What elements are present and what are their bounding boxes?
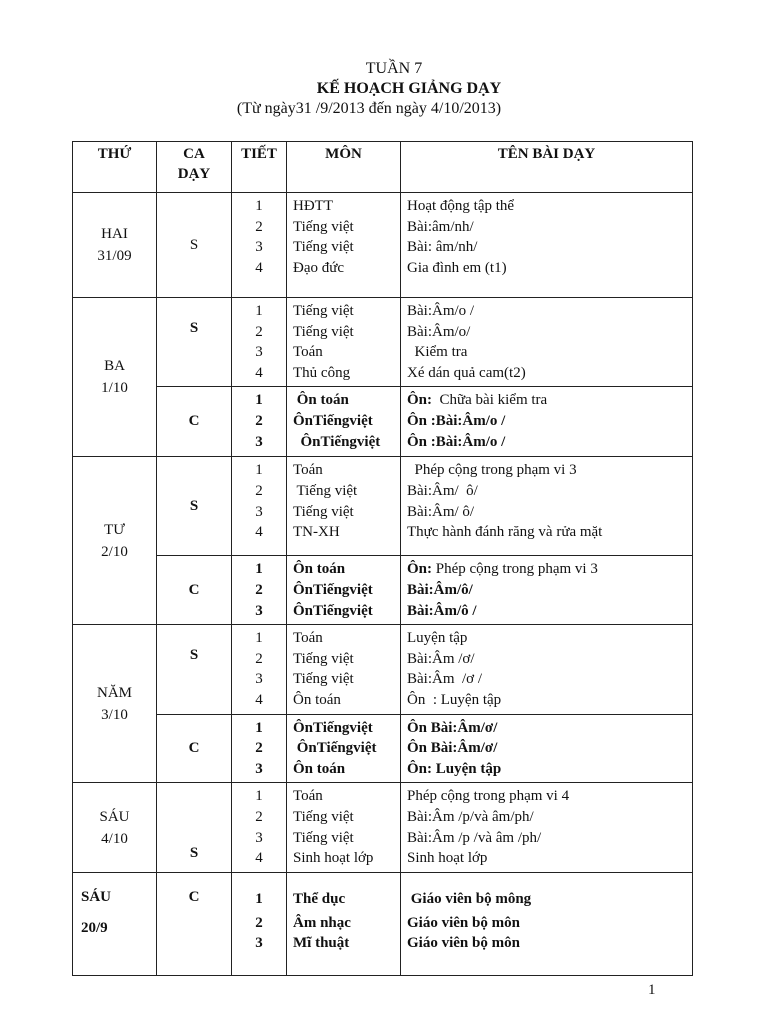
day-date: 4/10	[101, 830, 128, 847]
lesson: Bài:Âm/ ô/	[407, 503, 475, 520]
mon-cell	[287, 387, 401, 457]
day-date: 2/10	[101, 543, 128, 560]
day-name: SÁU	[99, 808, 130, 825]
lesson: Ôn :Bài:Âm/o /	[407, 433, 506, 450]
mon-cell	[287, 457, 401, 556]
table-row	[73, 625, 693, 714]
tiet: 1	[255, 561, 263, 578]
day-date: 31/09	[97, 248, 132, 264]
lesson: Bài:Âm/o /	[407, 303, 475, 319]
table-row	[73, 298, 693, 387]
subject: Âm nhạc	[293, 914, 351, 931]
tiet: 2	[255, 808, 263, 825]
lesson: Bài:Âm /ơ /	[407, 671, 483, 688]
lesson: Bài:Âm/ô/	[407, 581, 473, 598]
tiet: 1	[255, 630, 263, 647]
table-row	[73, 714, 693, 783]
subject: Tiếng việt	[293, 650, 354, 667]
week-title: TUẦN 7	[365, 60, 423, 77]
tiet-cell	[232, 714, 287, 783]
bai-cell	[401, 783, 693, 872]
bai-cell	[401, 872, 693, 975]
tiet: 3	[255, 829, 263, 846]
bai-cell	[401, 556, 693, 625]
tiet: 3	[255, 671, 263, 688]
lesson: Xé dán quả cam(t2)	[407, 364, 526, 381]
lesson: Bài:Âm/o/	[407, 323, 471, 340]
day-name: HAI	[101, 226, 128, 242]
subject: ÔnTiếngviệt	[293, 740, 377, 757]
lesson	[401, 559, 692, 580]
tiet: 3	[255, 239, 263, 256]
lesson: Giáo viên bộ môn	[407, 935, 520, 952]
date-range: (Từ ngày31 /9/2013 đến ngày 4/10/2013)	[236, 100, 502, 117]
day-cell	[73, 783, 157, 872]
tiet-cell	[232, 298, 287, 387]
subject: Tiếng việt	[293, 808, 354, 825]
subject: Tiếng việt	[293, 239, 354, 256]
subject: Toán	[293, 630, 323, 647]
subject: Sinh hoạt lớp	[293, 850, 374, 867]
lesson: Ôn Bài:Âm/ơ/	[407, 740, 498, 757]
tiet: 3	[255, 433, 263, 450]
lesson: Bài:Âm /p/và âm/ph/	[407, 808, 534, 825]
lesson: Ôn Bài:Âm/ơ/	[407, 719, 498, 736]
tiet: 2	[255, 323, 263, 340]
day-date: 20/9	[81, 919, 108, 936]
tiet: 1	[255, 719, 263, 736]
table-row	[73, 556, 693, 625]
lesson-text: Phép cộng trong phạm vi 3	[432, 561, 598, 578]
header-thu: THỨ	[73, 142, 157, 193]
day-date: 3/10	[101, 706, 128, 723]
header-mon: MÔN	[287, 142, 401, 193]
day-cell	[73, 193, 157, 298]
lesson: Giáo viên bộ môn	[407, 914, 520, 931]
ca-cell: S	[157, 457, 232, 556]
bai-cell	[401, 714, 693, 783]
subject: Tiếng việt	[293, 503, 354, 520]
day-cell	[73, 298, 157, 457]
subject: Đạo đức	[293, 259, 345, 276]
subject: Toán	[293, 462, 323, 479]
bai-cell	[401, 387, 693, 457]
tiet: 3	[255, 503, 263, 520]
subject: Toán	[293, 344, 323, 361]
tiet: 4	[255, 691, 263, 708]
lesson: Ôn : Luyện tập	[407, 691, 502, 708]
lesson: Giáo viên bộ mông	[407, 890, 532, 907]
mon-cell	[287, 556, 401, 625]
lesson: Sinh hoạt lớp	[407, 850, 488, 867]
tiet: 2	[255, 650, 263, 667]
tiet: 1	[255, 890, 263, 907]
mon-cell	[287, 783, 401, 872]
plan-title: KẾ HOẠCH GIẢNG DẠY	[316, 80, 502, 97]
tiet: 2	[255, 218, 263, 235]
tiet: 1	[255, 303, 263, 319]
tiet: 2	[255, 412, 263, 429]
lesson: Phép cộng trong phạm vi 4	[407, 788, 570, 805]
on-prefix: Ôn:	[407, 561, 433, 578]
lesson	[401, 390, 692, 411]
lesson-text: Chữa bài kiểm tra	[432, 392, 548, 409]
day-name: NĂM	[96, 684, 132, 701]
ca-cell: C	[157, 714, 232, 783]
header-tiet: TIẾT	[232, 142, 287, 193]
lesson: Ôn :Bài:Âm/o /	[407, 412, 506, 429]
lesson: Bài:Âm /p /và âm /ph/	[407, 829, 542, 846]
tiet: 4	[255, 850, 263, 867]
subject: ÔnTiếngviệt	[293, 412, 373, 429]
subject: ÔnTiếngviệt	[293, 581, 373, 598]
mon-cell	[287, 193, 401, 298]
lesson: Hoạt động tập thể	[407, 198, 515, 214]
tiet-cell	[232, 783, 287, 872]
tiet: 3	[255, 935, 263, 952]
subject: Tiếng việt	[293, 829, 354, 846]
subject: Mĩ thuật	[293, 935, 350, 952]
subject: Tiếng việt	[293, 218, 354, 235]
tiet: 4	[255, 524, 263, 541]
bai-cell	[401, 193, 693, 298]
lesson: Bài:Âm/ ô/	[407, 482, 478, 499]
tiet-cell	[232, 387, 287, 457]
day-date: 1/10	[101, 380, 128, 397]
subject: TN-XH	[293, 524, 340, 541]
bai-cell	[401, 298, 693, 387]
tiet-cell	[232, 556, 287, 625]
tiet: 3	[255, 602, 263, 619]
lesson: Bài:Âm/ô /	[407, 602, 477, 619]
subject: Ôn toán	[293, 760, 346, 777]
tiet-cell	[232, 457, 287, 556]
subject: Toán	[293, 788, 323, 805]
subject: Tiếng việt	[293, 482, 358, 499]
subject: HĐTT	[293, 198, 333, 214]
ca-cell: C	[157, 872, 232, 975]
lesson: Luyện tập	[407, 630, 468, 647]
tiet: 1	[255, 788, 263, 805]
mon-cell	[287, 298, 401, 387]
tiet: 1	[255, 198, 263, 214]
subject: Ôn toán	[293, 691, 341, 708]
day-name: TƯ	[104, 521, 125, 538]
header-ca: CA DẠY	[157, 142, 232, 193]
table-row	[73, 457, 693, 556]
table-row	[73, 193, 693, 298]
tiet: 2	[255, 581, 263, 598]
tiet-cell	[232, 625, 287, 714]
lesson: Bài:âm/nh/	[407, 218, 474, 235]
tiet: 3	[255, 760, 263, 777]
subject: ÔnTiếngviệt	[293, 719, 373, 736]
lesson: Bài:Âm /ơ/	[407, 650, 475, 667]
on-prefix: Ôn:	[407, 392, 433, 409]
bai-cell	[401, 625, 693, 714]
tiet: 1	[255, 462, 263, 479]
ca-cell: C	[157, 387, 232, 457]
day-name: BA	[104, 358, 125, 375]
ca-cell: S	[157, 625, 232, 714]
subject: ÔnTiếngviệt	[293, 433, 381, 450]
bai-cell	[401, 457, 693, 556]
tiet-cell	[232, 872, 287, 975]
day-cell	[73, 457, 157, 625]
day-cell	[73, 872, 157, 975]
header-row	[73, 142, 693, 193]
table-row	[73, 783, 693, 872]
tiet: 3	[255, 344, 263, 361]
tiet: 1	[255, 392, 263, 409]
ca-cell: C	[157, 556, 232, 625]
table-row	[73, 387, 693, 457]
lesson: Gia đình em (t1)	[407, 259, 507, 276]
page-number: 1	[648, 982, 656, 998]
subject: Tiếng việt	[293, 303, 354, 319]
header-bai: TÊN BÀI DẠY	[401, 142, 693, 193]
lesson: Thực hành đánh răng và rửa mặt	[407, 524, 603, 541]
lesson: Kiểm tra	[407, 344, 468, 361]
subject: Ôn toán	[293, 561, 346, 578]
subject: Tiếng việt	[293, 671, 354, 688]
subject: ÔnTiếngviệt	[293, 602, 373, 619]
tiet: 4	[255, 259, 263, 276]
tiet: 2	[255, 740, 263, 757]
lesson: Bài: âm/nh/	[407, 239, 478, 256]
subject: Thể dục	[293, 890, 346, 907]
tiet: 2	[255, 482, 263, 499]
day-name: SÁU	[81, 888, 112, 905]
lesson: Ôn: Luyện tập	[407, 760, 502, 777]
ca-cell: S	[157, 298, 232, 387]
subject: Tiếng việt	[293, 323, 354, 340]
mon-cell	[287, 872, 401, 975]
day-cell	[73, 625, 157, 783]
tiet: 2	[255, 914, 263, 931]
lesson: Phép cộng trong phạm vi 3	[407, 462, 577, 479]
table-row	[73, 872, 693, 975]
subject: Ôn toán	[293, 392, 349, 409]
mon-cell	[287, 714, 401, 783]
mon-cell	[287, 625, 401, 714]
schedule-table	[72, 141, 693, 976]
tiet-cell	[232, 193, 287, 298]
subject: Thủ công	[293, 364, 351, 381]
tiet: 4	[255, 364, 263, 381]
ca-cell: S	[157, 193, 232, 298]
ca-cell: S	[157, 783, 232, 872]
